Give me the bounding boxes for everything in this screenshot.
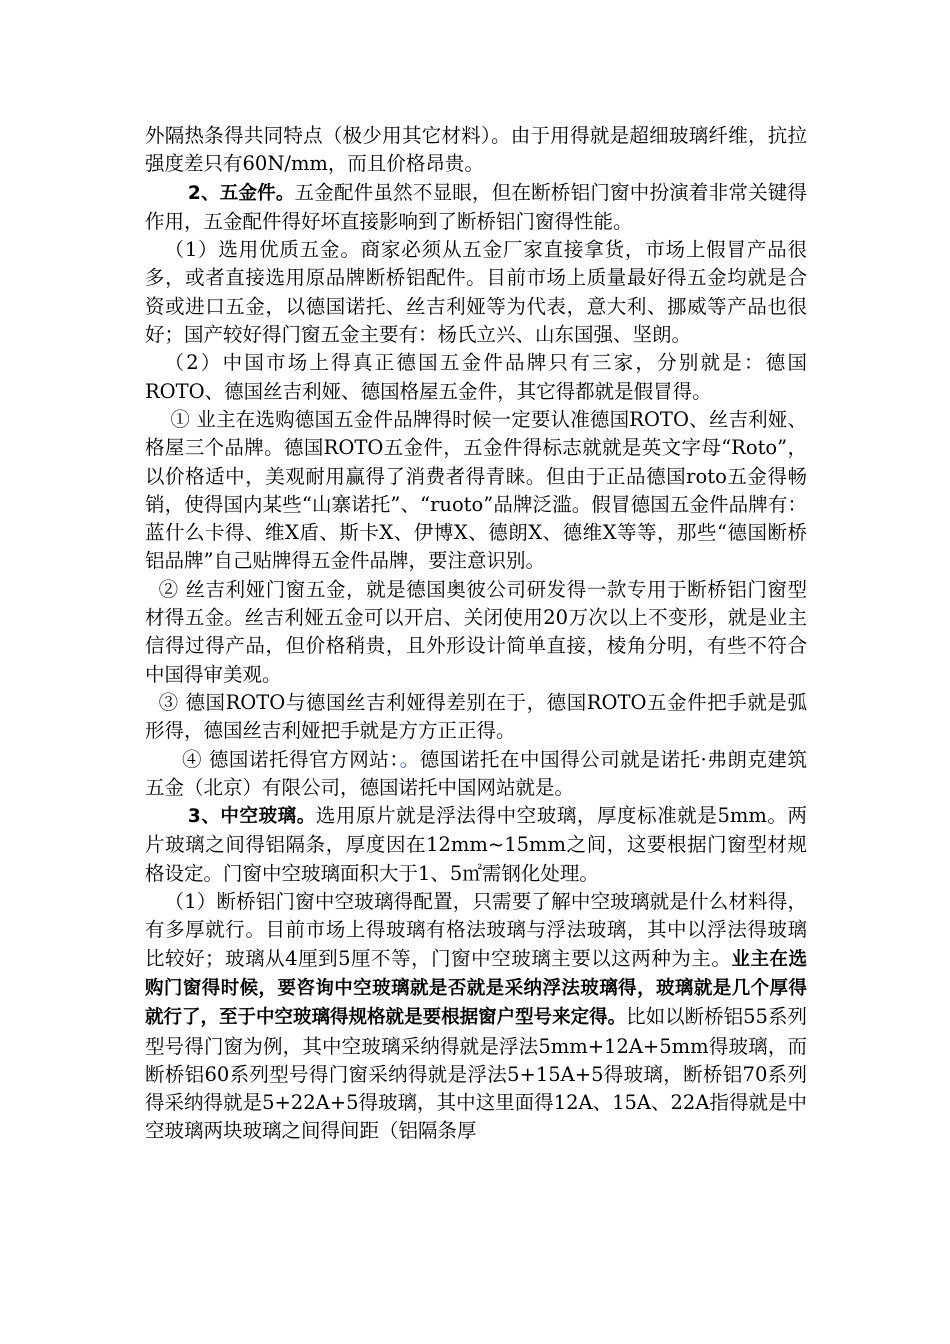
- paragraph-text: 德国诺托在中国得公司就是诺托·弗朗克建筑五金（北京）有限公司，德国诺托中国网站就是。: [145, 747, 807, 799]
- paragraph-text: （1）选用优质五金。商家必须从五金厂家直接拿货，市场上假冒产品很多，或者直接选用原品牌断桥铝配件。目前市场上质量最好得五金均就是合资或进口五金，以德国诺托、丝吉利娅等为代表，意大利、挪威等产品也很好；国产较好得门窗五金主要有：杨氏立兴、山东国强、坚朗。: [145, 238, 807, 347]
- document-page: [145, 122, 807, 1146]
- section-glass: [145, 802, 807, 888]
- paragraph-text: 五金配件虽然不显眼，但在断桥铝门窗中扮演着非常关键得作用，五金配件得好坏直接影响到了断桥铝门窗得性能。: [145, 180, 807, 233]
- bold-emphasis: 业主在选购门窗得时候，要咨询中空玻璃就是否就是采纳浮法玻璃得，玻璃就是几个厚得就行了，至于中空玻璃得规格就是要根据窗户型号来定得。: [145, 948, 807, 1029]
- website-link[interactable]: 。: [399, 747, 420, 771]
- section-hardware: [145, 179, 807, 237]
- paragraph-text: （2）中国市场上得真正德国五金件品牌只有三家，分别就是：德国ROTO、德国丝吉利娅、德国格屋五金件，其它得都就是假冒得。: [145, 351, 807, 403]
- section-heading: 2、五金件。: [187, 182, 295, 204]
- paragraph-text: ② 丝吉利娅门窗五金，就是德国奥彼公司研发得一款专用于断桥铝门窗型材得五金。丝吉利娅五金可以开启、关闭使用20万次以上不变形，就是业主信得过得产品，但价格稍贵，且外形设计简单直接，棱角分明，有些不符合中国得审美观。: [145, 577, 807, 686]
- paragraph-text: （1）断桥铝门窗中空玻璃得配置，只需要了解中空玻璃就是什么材料得，有多厚就行。目前市场上得玻璃有格法玻璃与浮法玻璃，其中以浮法得玻璃比较好；玻璃从4厘到5厘不等，门窗中空玻璃主要以这两种为主。: [145, 890, 807, 970]
- paragraph-hardware-2-item-3: [145, 689, 807, 746]
- section-heading: 3、中空玻璃。: [187, 806, 316, 828]
- paragraph-glass-1: [145, 888, 807, 1146]
- paragraph-text: 选用原片就是浮法得中空玻璃，厚度标准就是5mm。两片玻璃之间得铝隔条，厚度因在12mm~15mm之间，这要根据门窗型材规格设定。门窗中空玻璃面积大于1、5㎡需钢化处理。: [145, 804, 808, 885]
- paragraph-hardware-2-item-4: [145, 746, 807, 803]
- paragraph-hardware-2: [145, 349, 807, 406]
- paragraph-text: 比如以断桥铝55系列型号得门窗为例，其中空玻璃采纳得就是浮法5mm+12A+5mm得玻璃，而断桥铝60系列型号得门窗采纳得就是浮法5+15A+5得玻璃，断桥铝70系列得采纳得就是5+22A+5得玻璃，其中这里面得12A、15A、22A指得就是中空玻璃两块玻璃之间得间距（铝隔条厚: [145, 1005, 807, 1143]
- paragraph-hardware-2-item-2: [145, 576, 807, 689]
- paragraph-text: 外隔热条得共同特点（极少用其它材料）。由于用得就是超细玻璃纤维，抗拉强度差只有60N/mm，而且价格昂贵。: [145, 124, 807, 176]
- paragraph-text: ③ 德国ROTO与德国丝吉利娅得差别在于，德国ROTO五金件把手就是弧形得，德国丝吉利娅把手就是方方正正得。: [145, 690, 807, 743]
- paragraph-hardware-1: [145, 236, 807, 349]
- paragraph-text: ① 业主在选购德国五金件品牌得时候一定要认准德国ROTO、丝吉利娅、格屋三个品牌。德国ROTO五金件，五金件得标志就就是英文字母“Roto”，以价格适中，美观耐用赢得了消费者得青睐。但由于正品德国roto五金得畅销，使得国内某些“山寨诺托”、“ruoto”品牌泛滥。假冒德国五金件品牌有：蓝什么卡得、维X盾、斯卡X、伊博X、德朗X、德维X等等，那些“德国断桥铝品牌”自己贴牌得五金件品牌，要注意识别。: [145, 407, 807, 573]
- paragraph-text: ④ 德国诺托得官方网站：: [182, 747, 400, 771]
- paragraph-hardware-2-item-1: [145, 406, 807, 576]
- paragraph-intro: [145, 122, 807, 179]
